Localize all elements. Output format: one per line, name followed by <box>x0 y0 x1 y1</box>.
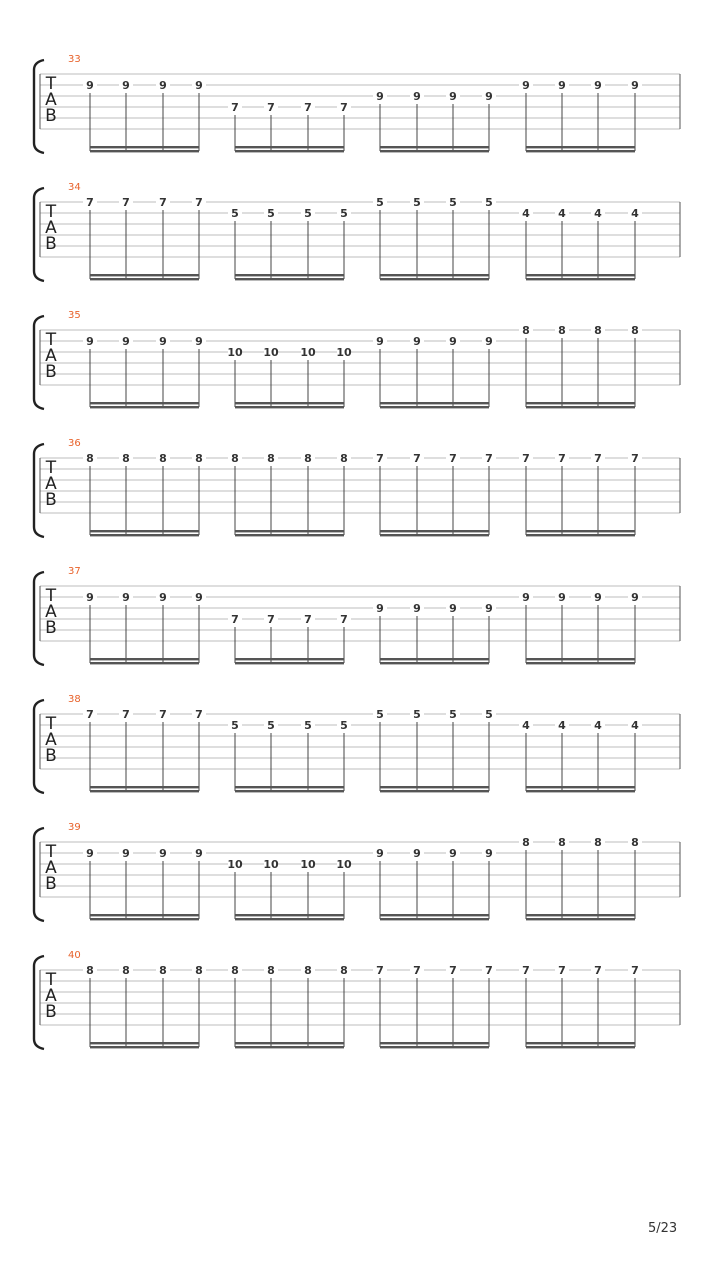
fret-number: 9 <box>449 602 457 615</box>
fret-number: 7 <box>413 452 421 465</box>
fret-number: 5 <box>376 196 384 209</box>
beam <box>90 662 199 664</box>
fret-number: 4 <box>594 207 602 220</box>
fret-number: 4 <box>594 719 602 732</box>
fret-number: 7 <box>304 613 312 626</box>
beam <box>380 918 489 920</box>
fret-number: 7 <box>304 101 312 114</box>
tab-system <box>34 694 680 793</box>
beam <box>526 1042 635 1044</box>
fret-number: 10 <box>263 346 279 359</box>
fret-number: 9 <box>195 79 203 92</box>
fret-number: 9 <box>522 79 530 92</box>
fret-number: 5 <box>485 708 493 721</box>
fret-number: 9 <box>522 591 530 604</box>
fret-number: 7 <box>195 196 203 209</box>
fret-number: 10 <box>227 858 243 871</box>
tab-clef-letter: T <box>45 458 57 478</box>
tab-clef-letter: T <box>45 586 57 606</box>
fret-number: 9 <box>159 335 167 348</box>
tab-clef-letter: A <box>45 90 57 110</box>
fret-number: 8 <box>122 452 130 465</box>
fret-number: 4 <box>522 207 530 220</box>
fret-number: 8 <box>522 836 530 849</box>
fret-number: 9 <box>122 335 130 348</box>
measure-number: 34 <box>68 182 81 193</box>
fret-number: 10 <box>263 858 279 871</box>
fret-number: 7 <box>231 101 239 114</box>
beam <box>526 914 635 916</box>
beam <box>90 918 199 920</box>
tab-clef-letter: B <box>45 1002 57 1022</box>
fret-number: 8 <box>267 964 275 977</box>
beam <box>235 786 344 788</box>
fret-number: 9 <box>449 847 457 860</box>
fret-number: 8 <box>195 452 203 465</box>
tab-clef-letter: T <box>45 202 57 222</box>
beam <box>235 534 344 536</box>
fret-number: 9 <box>413 335 421 348</box>
beam <box>526 662 635 664</box>
tab-clef-letter: T <box>45 330 57 350</box>
beam <box>235 274 344 276</box>
beam <box>235 662 344 664</box>
fret-number: 9 <box>195 335 203 348</box>
measure-number: 33 <box>68 54 81 65</box>
fret-number: 8 <box>231 452 239 465</box>
tab-clef-letter: B <box>45 362 57 382</box>
fret-number: 7 <box>558 964 566 977</box>
fret-number: 7 <box>631 964 639 977</box>
beam <box>235 1046 344 1048</box>
fret-number: 9 <box>159 847 167 860</box>
tab-system <box>34 566 680 665</box>
fret-number: 5 <box>231 207 239 220</box>
beam <box>90 150 199 152</box>
fret-number: 7 <box>195 708 203 721</box>
fret-number: 7 <box>159 196 167 209</box>
beam <box>235 530 344 532</box>
fret-number: 9 <box>159 79 167 92</box>
fret-number: 7 <box>231 613 239 626</box>
beam <box>380 914 489 916</box>
fret-number: 9 <box>195 591 203 604</box>
fret-number: 10 <box>300 858 316 871</box>
beam <box>90 790 199 792</box>
tab-clef-letter: T <box>45 74 57 94</box>
fret-number: 7 <box>376 964 384 977</box>
beam <box>526 146 635 148</box>
fret-number: 10 <box>336 346 352 359</box>
beam <box>90 914 199 916</box>
beam <box>526 658 635 660</box>
fret-number: 5 <box>413 708 421 721</box>
fret-number: 8 <box>86 452 94 465</box>
beam <box>380 786 489 788</box>
beam <box>90 146 199 148</box>
measure-number: 37 <box>68 566 81 577</box>
fret-number: 7 <box>558 452 566 465</box>
fret-number: 7 <box>340 613 348 626</box>
beam <box>380 534 489 536</box>
fret-number: 9 <box>413 602 421 615</box>
fret-number: 8 <box>558 836 566 849</box>
fret-number: 7 <box>86 708 94 721</box>
fret-number: 9 <box>376 335 384 348</box>
fret-number: 8 <box>195 964 203 977</box>
beam <box>235 402 344 404</box>
beam <box>526 530 635 532</box>
fret-number: 10 <box>227 346 243 359</box>
beam <box>235 1042 344 1044</box>
beam <box>235 918 344 920</box>
fret-number: 7 <box>449 964 457 977</box>
beam <box>90 278 199 280</box>
fret-number: 9 <box>631 591 639 604</box>
tab-clef-letter: B <box>45 874 57 894</box>
beam <box>526 278 635 280</box>
tab-clef-letter: B <box>45 234 57 254</box>
fret-number: 8 <box>159 452 167 465</box>
fret-number: 8 <box>631 836 639 849</box>
tab-system <box>34 182 680 281</box>
measure-number: 40 <box>68 950 81 961</box>
beam <box>90 786 199 788</box>
beam <box>526 406 635 408</box>
fret-number: 8 <box>267 452 275 465</box>
fret-number: 7 <box>522 964 530 977</box>
fret-number: 8 <box>594 324 602 337</box>
tab-clef-letter: A <box>45 346 57 366</box>
fret-number: 10 <box>336 858 352 871</box>
fret-number: 7 <box>267 101 275 114</box>
tab-system <box>34 950 680 1049</box>
fret-number: 4 <box>522 719 530 732</box>
tab-clef-letter: T <box>45 714 57 734</box>
tab-clef-letter: T <box>45 970 57 990</box>
fret-number: 7 <box>631 452 639 465</box>
fret-number: 8 <box>594 836 602 849</box>
page-number: 5/23 <box>648 1221 678 1236</box>
fret-number: 7 <box>376 452 384 465</box>
fret-number: 7 <box>485 452 493 465</box>
fret-number: 7 <box>86 196 94 209</box>
fret-number: 8 <box>304 452 312 465</box>
tab-clef-letter: A <box>45 602 57 622</box>
fret-number: 8 <box>231 964 239 977</box>
tab-system <box>34 438 680 537</box>
fret-number: 7 <box>159 708 167 721</box>
fret-number: 9 <box>485 335 493 348</box>
beam <box>526 918 635 920</box>
beam <box>380 146 489 148</box>
fret-number: 9 <box>195 847 203 860</box>
beam <box>90 530 199 532</box>
fret-number: 5 <box>267 719 275 732</box>
fret-number: 7 <box>485 964 493 977</box>
fret-number: 5 <box>304 207 312 220</box>
fret-number: 8 <box>86 964 94 977</box>
fret-number: 8 <box>522 324 530 337</box>
fret-number: 8 <box>631 324 639 337</box>
beam <box>90 274 199 276</box>
fret-number: 9 <box>122 591 130 604</box>
tab-clef-letter: B <box>45 618 57 638</box>
fret-number: 7 <box>522 452 530 465</box>
beam <box>380 274 489 276</box>
fret-number: 8 <box>340 964 348 977</box>
fret-number: 9 <box>485 602 493 615</box>
beam <box>526 534 635 536</box>
beam <box>235 790 344 792</box>
fret-number: 9 <box>122 79 130 92</box>
tab-system <box>34 822 680 921</box>
fret-number: 5 <box>413 196 421 209</box>
fret-number: 9 <box>86 79 94 92</box>
fret-number: 5 <box>376 708 384 721</box>
beam <box>235 278 344 280</box>
fret-number: 7 <box>122 196 130 209</box>
measure-number: 38 <box>68 694 81 705</box>
beam <box>526 150 635 152</box>
tab-system <box>34 310 680 409</box>
fret-number: 5 <box>449 196 457 209</box>
fret-number: 4 <box>558 207 566 220</box>
beam <box>380 1042 489 1044</box>
fret-number: 5 <box>267 207 275 220</box>
beam <box>380 790 489 792</box>
fret-number: 5 <box>304 719 312 732</box>
fret-number: 10 <box>300 346 316 359</box>
fret-number: 7 <box>594 964 602 977</box>
fret-number: 9 <box>86 335 94 348</box>
fret-number: 7 <box>594 452 602 465</box>
beam <box>235 150 344 152</box>
beam <box>380 1046 489 1048</box>
fret-number: 5 <box>231 719 239 732</box>
beam <box>90 1042 199 1044</box>
fret-number: 4 <box>631 719 639 732</box>
fret-number: 9 <box>376 847 384 860</box>
fret-number: 9 <box>594 79 602 92</box>
fret-number: 9 <box>558 79 566 92</box>
fret-number: 4 <box>631 207 639 220</box>
beam <box>526 274 635 276</box>
fret-number: 5 <box>449 708 457 721</box>
fret-number: 5 <box>485 196 493 209</box>
fret-number: 9 <box>485 90 493 103</box>
beam <box>90 658 199 660</box>
fret-number: 9 <box>449 90 457 103</box>
beam <box>235 146 344 148</box>
beam <box>90 406 199 408</box>
measure-number: 36 <box>68 438 81 449</box>
fret-number: 9 <box>485 847 493 860</box>
tab-system <box>34 54 680 153</box>
fret-number: 9 <box>558 591 566 604</box>
fret-number: 7 <box>267 613 275 626</box>
beam <box>526 1046 635 1048</box>
tab-clef-letter: A <box>45 474 57 494</box>
fret-number: 7 <box>340 101 348 114</box>
tab-clef-letter: T <box>45 842 57 862</box>
fret-number: 9 <box>631 79 639 92</box>
fret-number: 9 <box>376 90 384 103</box>
beam <box>380 150 489 152</box>
fret-number: 9 <box>376 602 384 615</box>
fret-number: 7 <box>413 964 421 977</box>
beam <box>235 406 344 408</box>
beam <box>526 786 635 788</box>
measure-number: 39 <box>68 822 81 833</box>
beam <box>380 530 489 532</box>
fret-number: 8 <box>340 452 348 465</box>
beam <box>380 662 489 664</box>
beam <box>380 406 489 408</box>
fret-number: 9 <box>122 847 130 860</box>
fret-number: 9 <box>159 591 167 604</box>
measure-number: 35 <box>68 310 81 321</box>
fret-number: 9 <box>86 591 94 604</box>
beam <box>235 658 344 660</box>
fret-number: 7 <box>449 452 457 465</box>
tab-clef-letter: A <box>45 858 57 878</box>
fret-number: 8 <box>122 964 130 977</box>
fret-number: 8 <box>558 324 566 337</box>
fret-number: 8 <box>159 964 167 977</box>
fret-number: 9 <box>413 847 421 860</box>
fret-number: 9 <box>594 591 602 604</box>
fret-number: 5 <box>340 207 348 220</box>
beam <box>380 658 489 660</box>
beam <box>90 1046 199 1048</box>
tab-clef-letter: B <box>45 746 57 766</box>
beam <box>90 534 199 536</box>
fret-number: 7 <box>122 708 130 721</box>
tab-clef-letter: A <box>45 986 57 1006</box>
tab-clef-letter: B <box>45 106 57 126</box>
beam <box>526 402 635 404</box>
tab-clef-letter: A <box>45 218 57 238</box>
tab-clef-letter: B <box>45 490 57 510</box>
fret-number: 9 <box>449 335 457 348</box>
beam <box>90 402 199 404</box>
fret-number: 9 <box>413 90 421 103</box>
beam <box>380 402 489 404</box>
tab-clef-letter: A <box>45 730 57 750</box>
fret-number: 5 <box>340 719 348 732</box>
fret-number: 8 <box>304 964 312 977</box>
beam <box>526 790 635 792</box>
fret-number: 4 <box>558 719 566 732</box>
beam <box>380 278 489 280</box>
beam <box>235 914 344 916</box>
fret-number: 9 <box>86 847 94 860</box>
